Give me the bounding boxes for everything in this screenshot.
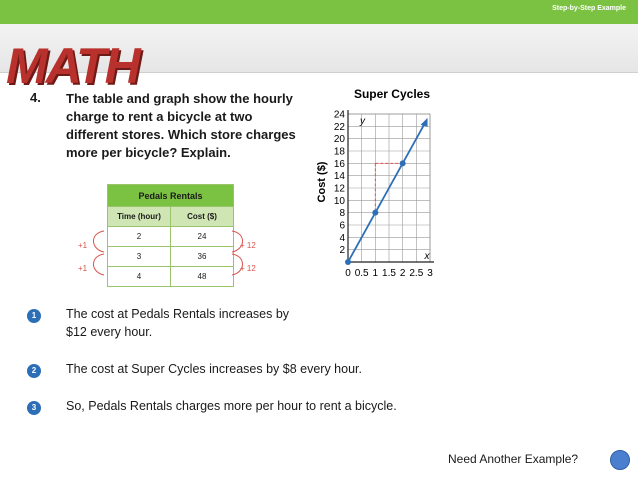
y-tick-label: 16 (333, 158, 345, 170)
x-tick-label: 2 (399, 268, 406, 279)
next-example-label: Need Another Example? (448, 452, 579, 466)
problem-text: The table and graph show the hourly charge to rent a bicycle at two different stores. Which store charges more per bicycle? Explain. (66, 91, 296, 160)
table-cell: 24 (171, 227, 234, 247)
step-label: Step-by-Step Example (552, 5, 626, 12)
left-annotation: +1 (78, 241, 88, 250)
x-axis-letter: x (424, 251, 430, 262)
y-tick-label: 24 (333, 109, 345, 121)
y-tick-label: 20 (333, 134, 345, 146)
table-cell: 2 (108, 227, 171, 247)
data-point (400, 160, 406, 166)
data-point (345, 259, 351, 265)
table-cell: 48 (171, 267, 234, 287)
table-cell: 36 (171, 247, 234, 267)
step-badge: 1 (27, 309, 41, 323)
y-tick-label: 2 (339, 245, 345, 257)
y-tick-label: 10 (333, 195, 345, 207)
step-badge: 2 (27, 364, 41, 378)
y-axis-label: Cost ($) (316, 161, 328, 203)
math-logo: MATH (6, 38, 139, 94)
y-axis-letter: y (360, 116, 365, 127)
y-tick-label: 4 (339, 232, 345, 244)
x-tick-label: 3 (427, 268, 433, 279)
chart-title: Super Cycles (353, 87, 431, 101)
x-tick-label: 1 (372, 268, 379, 279)
next-example-button[interactable] (610, 450, 630, 470)
step-text: The cost at Super Cycles increases by $8 every hour. (66, 362, 362, 376)
step-text: So, Pedals Rentals charges more per hour to rent a bicycle. (66, 399, 397, 413)
table-header: Cost ($) (171, 207, 234, 227)
y-tick-label: 12 (333, 183, 345, 195)
table-header: Time (hour) (108, 207, 171, 227)
y-tick-label: 22 (333, 121, 345, 133)
left-annotation: +1 (78, 264, 88, 273)
x-tick-label: 2.5 (409, 268, 424, 279)
problem-number: 4. (30, 90, 41, 105)
x-tick-label: 0.5 (354, 268, 369, 279)
x-tick-label: 0 (345, 268, 351, 279)
y-tick-label: 8 (339, 208, 345, 220)
y-tick-label: 14 (333, 171, 345, 183)
step-badge: 3 (27, 401, 41, 415)
table-cell: 4 (108, 267, 171, 287)
table-cell: 3 (108, 247, 171, 267)
step-text: The cost at Pedals Rentals increases by $12 every hour. (66, 307, 290, 339)
right-annotation: + 12 (240, 241, 256, 250)
y-tick-label: 18 (333, 146, 345, 158)
data-point (372, 210, 378, 216)
x-tick-label: 1.5 (382, 268, 396, 279)
y-tick-label: 6 (339, 220, 345, 232)
right-annotation: + 12 (240, 264, 256, 273)
table-title: Pedals Rentals (108, 185, 234, 207)
